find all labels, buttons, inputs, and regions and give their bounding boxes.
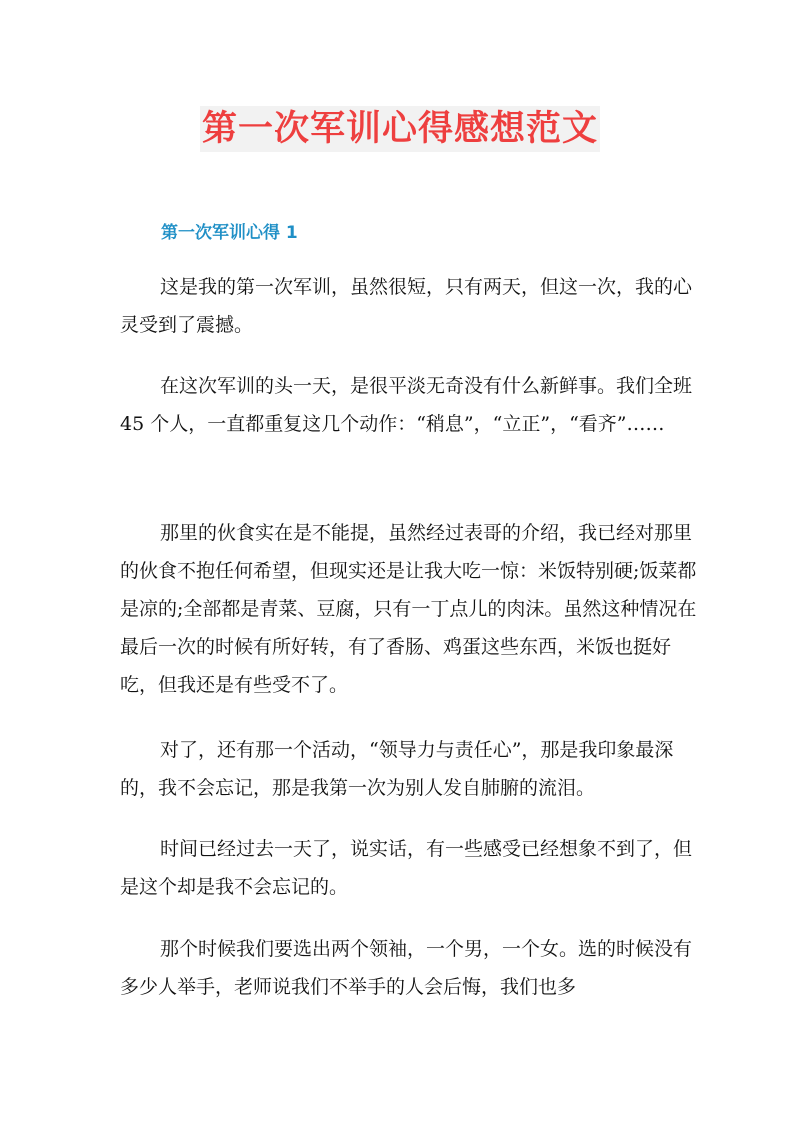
paragraph-1: 这是我的第一次军训，虽然很短，只有两天，但这一次，我的心灵受到了震撼。 <box>120 276 693 336</box>
section-heading: 第一次军训心得 1 <box>161 223 298 243</box>
title-container <box>0 106 800 152</box>
paragraph-4: 对了，还有那一个活动，“领导力与责任心”，那是我印象最深的，我不会忘记，那是我第一次为别人发自肺腑的流泪。 <box>120 739 674 799</box>
paragraph-2: 在这次军训的头一天，是很平淡无奇没有什么新鲜事。我们全班 45 个人，一直都重复这几个动作：“稍息”，“立正”，“看齐”…… <box>120 375 693 435</box>
document-title: 第一次军训心得感想范文 <box>200 106 600 152</box>
paragraph-5: 时间已经过去一天了，说实话，有一些感受已经想象不到了，但是这个却是我不会忘记的。 <box>120 838 693 898</box>
paragraph-6: 那个时候我们要选出两个领袖，一个男，一个女。选的时候没有多少人举手，老师说我们不举手的人会后悔，我们也多 <box>120 938 693 998</box>
paragraph-3: 那里的伙食实在是不能提，虽然经过表哥的介绍，我已经对那里的伙食不抱任何希望，但现实还是让我大吃一惊：米饭特别硬;饭菜都是凉的;全部都是青菜、豆腐，只有一丁点儿的肉沫。虽然这种情况在最后一次的时候有所好转，有了香肠、鸡蛋这些东西，米饭也挺好吃，但我还是有些受不了。 <box>120 522 697 696</box>
